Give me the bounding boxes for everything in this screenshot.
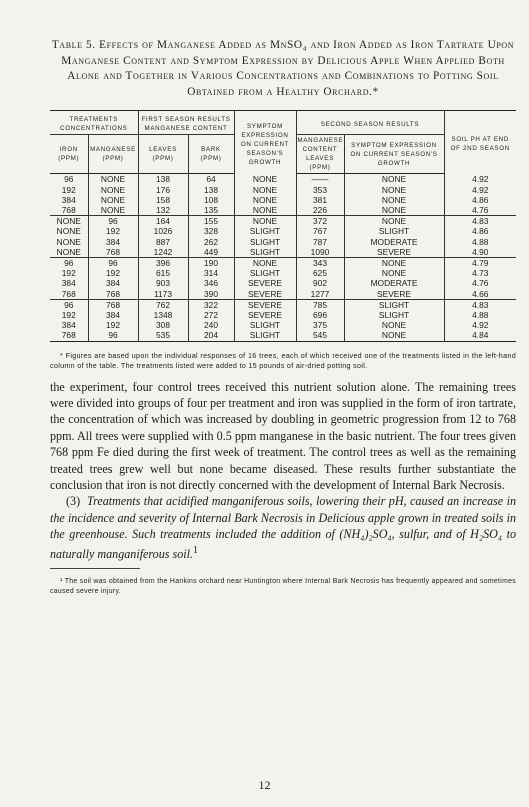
cell-ph: 4.86 [444,226,516,236]
cell-sym1: SLIGHT [234,226,296,236]
paragraph-2-footnote-ref: 1 [193,544,199,556]
cell-sym1: SLIGHT [234,330,296,341]
cell-sym2: NONE [344,268,444,278]
cell-ph: 4.92 [444,185,516,195]
cell-ph: 4.76 [444,205,516,216]
cell-iron: 384 [61,194,76,205]
paragraph-2-italic: Treatments that acidified manganiferous soils, lowering their pH, caused an increase in the incidence and severity of Internal Bark Necrosis in Delicious apple grown in treated soils in the greenhouse. Such treatments included the addition of (NH₄)₂SO₄, sulfur, and of H₂SO₄ to naturally manganiferous soil. [50,494,516,561]
table-row [50,237,516,247]
cell-leaves: 308 [138,320,188,330]
table-row [50,216,516,227]
cell-mn2: 625 [296,268,344,278]
paragraph-2 [50,493,516,562]
cell-mn: 384 [88,278,138,288]
cell-sym1: SEVERE [234,310,296,320]
header-symptom-expression-2: SYMPTOM EXPRESSION ON CURRENT SEASON'S GROWTH [344,135,444,174]
table-row [50,289,516,300]
page-number: 12 [258,778,271,792]
header-manganese: MANGANESE (PPM) [88,135,138,174]
cell-ph: 4.73 [444,268,516,278]
cell-sym2: SEVERE [344,247,444,258]
cell-mn: NONE [88,174,138,185]
cell-iron: 192 [61,268,76,279]
cell-bark: 328 [188,226,234,236]
cell-bark: 204 [188,330,234,341]
cell-leaves: 1348 [138,310,188,320]
cell-sym1: SEVERE [234,299,296,310]
cell-mn: NONE [88,205,138,216]
cell-sym1: NONE [234,205,296,216]
cell-leaves: 535 [138,330,188,341]
cell-sym1: NONE [234,195,296,205]
paragraph-1: the experiment, four control trees received this nutrient solution alone. The remaining trees were divided into groups of four per treatment and iron was supplied in the form of iron tartrate, the concentration of which was increased by doubling in geometric progression from 12 to 768 ppm. All trees were supplied with 0.5 ppm manganese in the basic nutrient. The four trees given 768 ppm Fe died during the first week of treatment. The control trees as well as the remaining treated trees grew well but none became diseased. These results further substantiate the conclusion that iron is not directly concerned with the development of Internal Bark Necrosis. [50,379,516,493]
cell-sym2: SEVERE [344,289,444,300]
cell-bark: 108 [188,195,234,205]
cell-iron: 192 [61,310,76,321]
cell-mn2: —— [296,174,344,185]
header-symptom-expression: SYMPTOM EXPRESSION ON CURRENT SEASON'S GROWTH [234,111,296,174]
cell-bark: 262 [188,237,234,247]
cell-ph: 4.84 [444,330,516,341]
cell-iron: NONE [56,226,81,237]
cell-bark: 155 [188,216,234,227]
table-row [50,174,516,185]
header-bark: BARK (PPM) [188,135,234,174]
cell-iron: NONE [56,246,81,257]
cell-leaves: 158 [138,195,188,205]
paragraph-2-number: (3) [66,494,81,509]
cell-bark: 449 [188,247,234,258]
cell-mn: 192 [88,320,138,330]
cell-mn: 96 [88,258,138,269]
cell-leaves: 1026 [138,226,188,236]
cell-sym1: SEVERE [234,289,296,300]
cell-iron: NONE [50,216,88,227]
cell-iron: 384 [61,320,76,331]
header-mn-content-leaves: MANGANESE CONTENT LEAVES (PPM) [296,135,344,174]
cell-sym2: NONE [344,330,444,341]
table-row [50,320,516,330]
cell-leaves: 762 [138,299,188,310]
cell-iron: 384 [61,278,76,289]
cell-mn: 384 [88,237,138,247]
body-text [50,379,516,563]
cell-leaves: 1173 [138,289,188,300]
cell-mn: 768 [88,289,138,300]
cell-ph: 4.79 [444,258,516,269]
cell-mn2: 226 [296,205,344,216]
cell-leaves: 903 [138,278,188,288]
cell-sym2: NONE [344,205,444,216]
table-row [50,330,516,341]
table-row [50,299,516,310]
cell-ph: 4.92 [444,320,516,330]
cell-bark: 322 [188,299,234,310]
cell-ph: 4.86 [444,195,516,205]
table-caption: Table 5. Effects of Manganese Added as MnSO₄ and Iron Added as Iron Tartrate Upon Manganese Content and Symptom Expression by Delicious Apple When Applied Both Alone and Together in Various Concentrations and Combinations to Potting Soil Obtained from a Healthy Orchard.* [51,39,515,98]
cell-iron: 768 [61,288,76,299]
table-row [50,278,516,288]
cell-ph: 4.90 [444,247,516,258]
header-first-season: FIRST SEASON RESULTS MANGANESE CONTENT [138,111,234,135]
cell-mn: NONE [88,185,138,195]
cell-mn: NONE [88,195,138,205]
cell-mn2: 767 [296,226,344,236]
cell-mn2: 372 [296,216,344,227]
table-body [50,174,516,341]
cell-iron: 96 [50,299,88,310]
cell-mn: 768 [88,299,138,310]
cell-mn2: 545 [296,330,344,341]
cell-sym2: NONE [344,258,444,269]
cell-bark: 190 [188,258,234,269]
cell-ph: 4.88 [444,237,516,247]
cell-mn: 192 [88,268,138,278]
cell-mn2: 375 [296,320,344,330]
cell-mn2: 787 [296,237,344,247]
cell-sym2: SLIGHT [344,310,444,320]
cell-iron: 96 [50,258,88,269]
header-treatments: TREATMENTS CONCENTRATIONS [50,111,138,135]
cell-leaves: 396 [138,258,188,269]
table-row [50,268,516,278]
cell-mn: 96 [88,330,138,341]
results-table [50,110,516,341]
cell-mn: 384 [88,310,138,320]
header-iron: IRON (PPM) [50,135,88,174]
table-row [50,310,516,320]
cell-iron: 768 [61,204,76,215]
cell-iron: NONE [56,236,81,247]
cell-bark: 346 [188,278,234,288]
cell-leaves: 1242 [138,247,188,258]
cell-bark: 64 [188,174,234,185]
cell-leaves: 132 [138,205,188,216]
table-row [50,195,516,205]
cell-mn2: 902 [296,278,344,288]
cell-bark: 314 [188,268,234,278]
footnote-rule [50,568,140,569]
cell-ph: 4.76 [444,278,516,288]
page [50,38,516,596]
cell-mn2: 1277 [296,289,344,300]
cell-ph: 4.92 [444,174,516,185]
cell-mn2: 1090 [296,247,344,258]
cell-mn: 192 [88,226,138,236]
cell-mn2: 343 [296,258,344,269]
cell-sym2: SLIGHT [344,299,444,310]
cell-sym2: MODERATE [344,237,444,247]
cell-ph: 4.88 [444,310,516,320]
cell-leaves: 138 [138,174,188,185]
cell-sym2: SLIGHT [344,226,444,236]
cell-leaves: 887 [138,237,188,247]
cell-mn: 768 [88,247,138,258]
cell-leaves: 176 [138,185,188,195]
cell-leaves: 164 [138,216,188,227]
cell-ph: 4.83 [444,216,516,227]
header-leaves: LEAVES (PPM) [138,135,188,174]
cell-sym2: NONE [344,174,444,185]
cell-sym2: MODERATE [344,278,444,288]
cell-mn: 96 [88,216,138,227]
cell-sym1: SLIGHT [234,320,296,330]
cell-bark: 272 [188,310,234,320]
cell-sym2: NONE [344,185,444,195]
page-footnote: ¹ The soil was obtained from the Hankins orchard near Huntington where Internal Bark Necrosis has frequently appeared and sometimes caused severe injury. [50,578,516,595]
cell-iron: 96 [64,174,74,185]
cell-sym1: SLIGHT [234,268,296,278]
cell-sym1: SLIGHT [234,247,296,258]
cell-sym1: NONE [234,258,296,269]
cell-ph: 4.83 [444,299,516,310]
cell-mn2: 353 [296,185,344,195]
cell-leaves: 615 [138,268,188,278]
header-soil-ph: SOIL PH AT END OF 2ND SEASON [444,111,516,174]
table-row [50,205,516,216]
cell-sym1: NONE [234,185,296,195]
cell-iron: 768 [50,330,88,341]
cell-bark: 240 [188,320,234,330]
cell-bark: 135 [188,205,234,216]
cell-sym1: NONE [234,174,296,185]
cell-mn2: 696 [296,310,344,320]
cell-iron: 192 [61,184,76,195]
cell-sym1: SLIGHT [234,237,296,247]
header-second-season: SECOND SEASON RESULTS [296,111,444,135]
cell-mn2: 785 [296,299,344,310]
table-row [50,185,516,195]
table-row [50,226,516,236]
cell-bark: 390 [188,289,234,300]
cell-ph: 4.66 [444,289,516,300]
table-footnote: * Figures are based upon the individual responses of 16 trees, each of which received one of the treatments listed in the left-hand column of the table. The treatments listed were added to 15 pounds of air-dried potting soil. [50,350,516,370]
cell-sym1: NONE [234,216,296,227]
cell-sym2: NONE [344,216,444,227]
table-row [50,258,516,269]
cell-sym2: NONE [344,195,444,205]
table-row [50,247,516,258]
cell-sym1: SEVERE [234,278,296,288]
cell-mn2: 381 [296,195,344,205]
cell-sym2: NONE [344,320,444,330]
cell-bark: 138 [188,185,234,195]
